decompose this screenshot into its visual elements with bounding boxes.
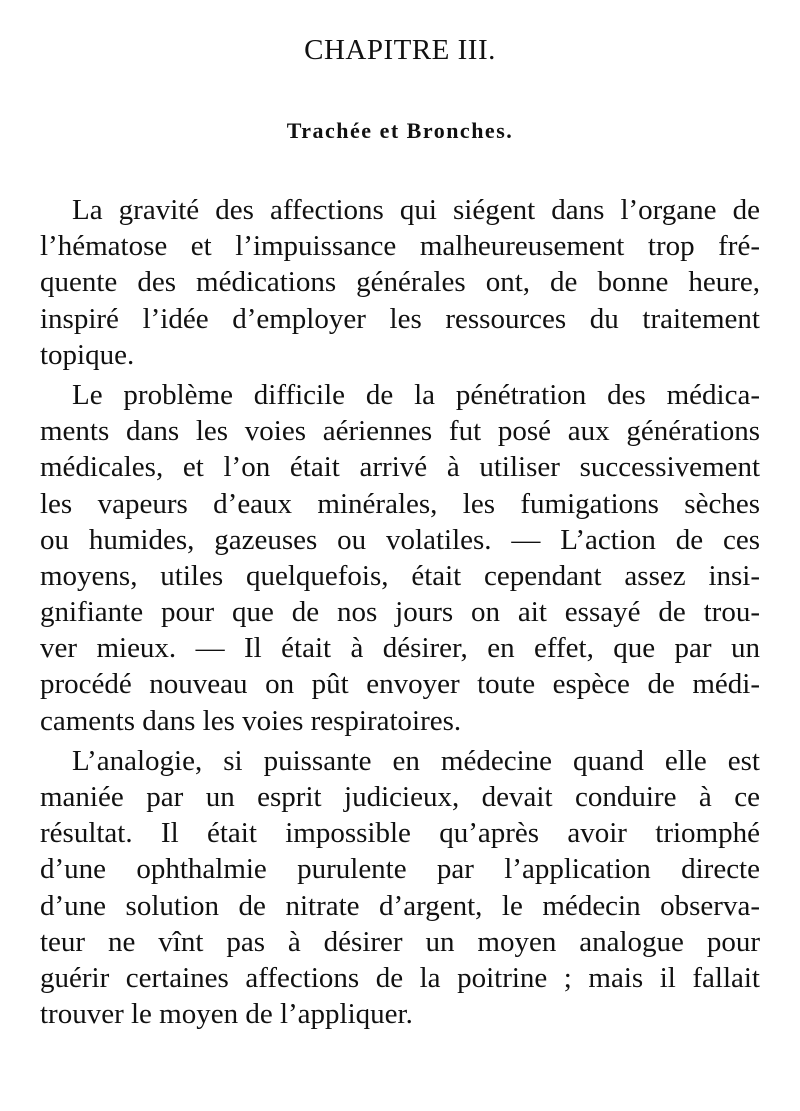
text-line: inspiré l’idée d’employer les ressources du traitement bbox=[40, 302, 760, 335]
text-line: ments dans les voies aériennes fut posé aux générations bbox=[40, 415, 760, 448]
text-line: l’hématose et l’impuissance malheureusement trop fré- bbox=[40, 230, 760, 263]
text-line: guérir certaines affections de la poitrine ; mais il fallait bbox=[40, 961, 760, 994]
text-line: d’une solution de nitrate d’argent, le médecin observa- bbox=[40, 889, 760, 922]
text-line: topique. bbox=[40, 338, 135, 371]
text-line: caments dans les voies respiratoires. bbox=[40, 704, 462, 737]
text-line: procédé nouveau on pût envoyer toute espèce de médi- bbox=[40, 668, 760, 701]
body-text bbox=[40, 192, 760, 1032]
text-line: La gravité des affections qui siégent dans l’organe de bbox=[72, 194, 760, 226]
text-line: L’analogie, si puissante en médecine quand elle est bbox=[72, 744, 760, 777]
text-line: quente des médications générales ont, de bonne heure, bbox=[40, 266, 760, 299]
section-heading: Trachée et Bronches. bbox=[286, 118, 514, 143]
text-line: maniée par un esprit judicieux, devait conduire à ce bbox=[40, 781, 760, 813]
chapter-heading: CHAPITRE III. bbox=[304, 34, 496, 66]
text-line: teur ne vînt pas à désirer un moyen analogue pour bbox=[40, 925, 760, 958]
text-line: résultat. Il était impossible qu’après avoir triomphé bbox=[40, 817, 760, 850]
text-line: ver mieux. — Il était à désirer, en effet, que par un bbox=[40, 632, 760, 665]
text-line: d’une ophthalmie purulente par l’application directe bbox=[40, 853, 760, 886]
text-line: trouver le moyen de l’appliquer. bbox=[40, 998, 413, 1031]
text-line: gnifiante pour que de nos jours on ait essayé de trou- bbox=[40, 596, 760, 629]
text-line: ou humides, gazeuses ou volatiles. — L’action de ces bbox=[40, 523, 760, 556]
text-line: Le problème difficile de la pénétration des médica- bbox=[72, 378, 760, 411]
text-line: les vapeurs d’eaux minérales, les fumigations sèches bbox=[40, 487, 760, 520]
text-line: moyens, utiles quelquefois, était cependant assez insi- bbox=[40, 559, 760, 592]
text-line: médicales, et l’on était arrivé à utiliser successivement bbox=[40, 451, 760, 484]
